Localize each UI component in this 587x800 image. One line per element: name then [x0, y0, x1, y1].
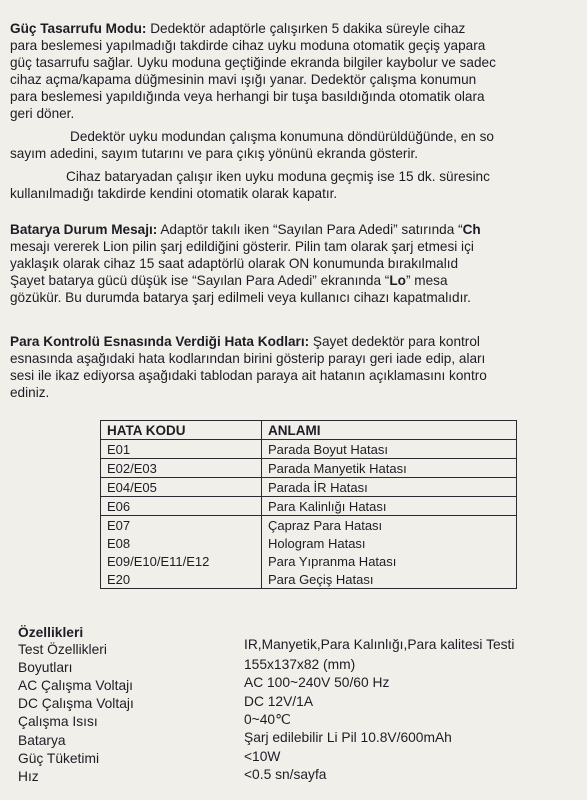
table-row — [101, 478, 517, 497]
spec-label: Güç Tüketimi — [18, 751, 100, 766]
spec-label: DC Çalışma Voltajı — [18, 696, 134, 711]
table-row — [101, 516, 517, 535]
table-row — [101, 534, 517, 552]
spec-value: 0~40℃ — [244, 712, 291, 727]
spec-value: 155x137x82 (mm) — [244, 657, 356, 672]
power-saving-heading: Güç Tasarrufu Modu: — [10, 21, 147, 36]
error-code: E02/E03 — [101, 459, 262, 478]
spec-label: Test Özellikleri — [18, 642, 107, 657]
column-header-meaning: ANLAMI — [262, 421, 517, 440]
spec-value: Şarj edilebilir Li Pil 10.8V/600mAh — [244, 730, 452, 745]
power-saving-line-6: geri döner. — [10, 106, 75, 121]
errors-line-2: esnasında aşağıdaki hata kodlarından birini gösterip parayı geri iade edip, aları — [10, 351, 486, 366]
table-header-row — [101, 421, 517, 440]
table-row — [101, 570, 517, 589]
error-code: E04/E05 — [101, 478, 262, 497]
column-header-code: HATA KODU — [101, 421, 262, 440]
table-row — [101, 440, 517, 459]
table-row — [101, 497, 517, 516]
error-code: E09/E10/E11/E12 — [101, 552, 262, 570]
battery-line-2: mesajı vererek Lion pilin şarj edildiğini gösterir. Pilin tam olarak şarj etmesi içi — [10, 239, 474, 254]
error-meaning: Parada İR Hatası — [262, 478, 517, 497]
battery-line-1: Batarya Durum Mesajı: Adaptör takılı iken “Sayılan Para Adedi” satırında “Ch — [10, 222, 481, 237]
error-meaning: Parada Manyetik Hatası — [262, 459, 517, 478]
error-meaning: Parada Boyut Hatası — [262, 440, 517, 459]
error-meaning: Para Geçiş Hatası — [262, 570, 517, 589]
spec-label: Çalışma Isısı — [18, 714, 98, 729]
spec-value: IR,Manyetik,Para Kalınlığı,Para kalitesi Testi — [244, 637, 515, 652]
power-saving-line-5: para beslemesi yapıldığında veya herhangi bir tuşa basıldığında otomatik olara — [10, 89, 485, 104]
spec-label: AC Çalışma Voltajı — [18, 678, 134, 693]
error-meaning: Para Yıpranma Hatası — [262, 552, 517, 570]
specs-heading: Özellikleri — [18, 625, 84, 640]
error-code: E20 — [101, 570, 262, 589]
battery-heading: Batarya Durum Mesajı: — [10, 222, 158, 237]
spec-value: DC 12V/1A — [244, 694, 314, 709]
error-meaning: Çapraz Para Hatası — [262, 516, 517, 535]
table-row — [101, 552, 517, 570]
error-code: E01 — [101, 440, 262, 459]
error-code: E08 — [101, 534, 262, 552]
table-row — [101, 459, 517, 478]
power-saving-line-9: Cihaz bataryadan çalışır iken uyku moduna geçmiş ise 15 dk. süresinc — [66, 169, 490, 184]
power-saving-line-10: kullanılmadığı takdirde kendini otomatik olarak kapatır. — [10, 186, 338, 201]
errors-heading: Para Kontrolü Esnasında Verdiği Hata Kodları: — [10, 334, 310, 349]
power-saving-line-3: güç tasarrufu sağlar. Uyku moduna geçtiğinde ekranda bilgiler kaybolur ve sadec — [10, 55, 496, 70]
errors-line-4: ediniz. — [10, 385, 50, 400]
spec-label: Batarya — [18, 733, 66, 748]
battery-line-4: Şayet batarya gücü düşük ise “Sayılan Para Adedi” ekranında “Lo” mesa — [10, 273, 448, 288]
error-code-table — [100, 420, 517, 589]
errors-line-1: Para Kontrolü Esnasında Verdiği Hata Kodları: Şayet dedektör para kontrol — [10, 334, 480, 349]
spec-value: <10W — [244, 749, 281, 764]
power-saving-line-1: Güç Tasarrufu Modu: Dedektör adaptörle çalışırken 5 dakika süreyle cihaz — [10, 21, 466, 36]
spec-label: Hız — [18, 769, 39, 784]
error-code: E07 — [101, 516, 262, 535]
battery-line-5: gözükür. Bu durumda batarya şarj edilmeli veya kullanıcı cihazı kapatmalıdır. — [10, 290, 471, 305]
power-saving-line-2: para beslemesi yapılmadığı takdirde cihaz uyku moduna otomatik geçiş yapara — [10, 38, 486, 53]
power-saving-line-4: cihaz açma/kapama düğmesinin mavi ışığı yanar. Dedektör çalışma konumun — [10, 72, 477, 87]
error-meaning: Para Kalinlığı Hatası — [262, 497, 517, 516]
power-saving-line-7: Dedektör uyku modundan çalışma konumuna döndürüldüğünde, en so — [70, 129, 494, 144]
spec-label: Boyutları — [18, 660, 73, 675]
error-code: E06 — [101, 497, 262, 516]
battery-line-3: yaklaşık olarak cihaz 15 saat adaptörlü olarak ON konumunda bırakılmalıd — [10, 256, 459, 271]
spec-value: <0.5 sn/sayfa — [244, 767, 327, 782]
errors-line-3: sesi ile ikaz ediyorsa aşağıdaki tablodan paraya ait hatanın açıklamasını kontro — [10, 368, 487, 383]
spec-value: AC 100~240V 50/60 Hz — [244, 675, 390, 690]
power-saving-line-8: sayım adedini, sayım tutarını ve para çıkış yönünü ekranda gösterir. — [10, 146, 419, 161]
error-meaning: Hologram Hatası — [262, 534, 517, 552]
